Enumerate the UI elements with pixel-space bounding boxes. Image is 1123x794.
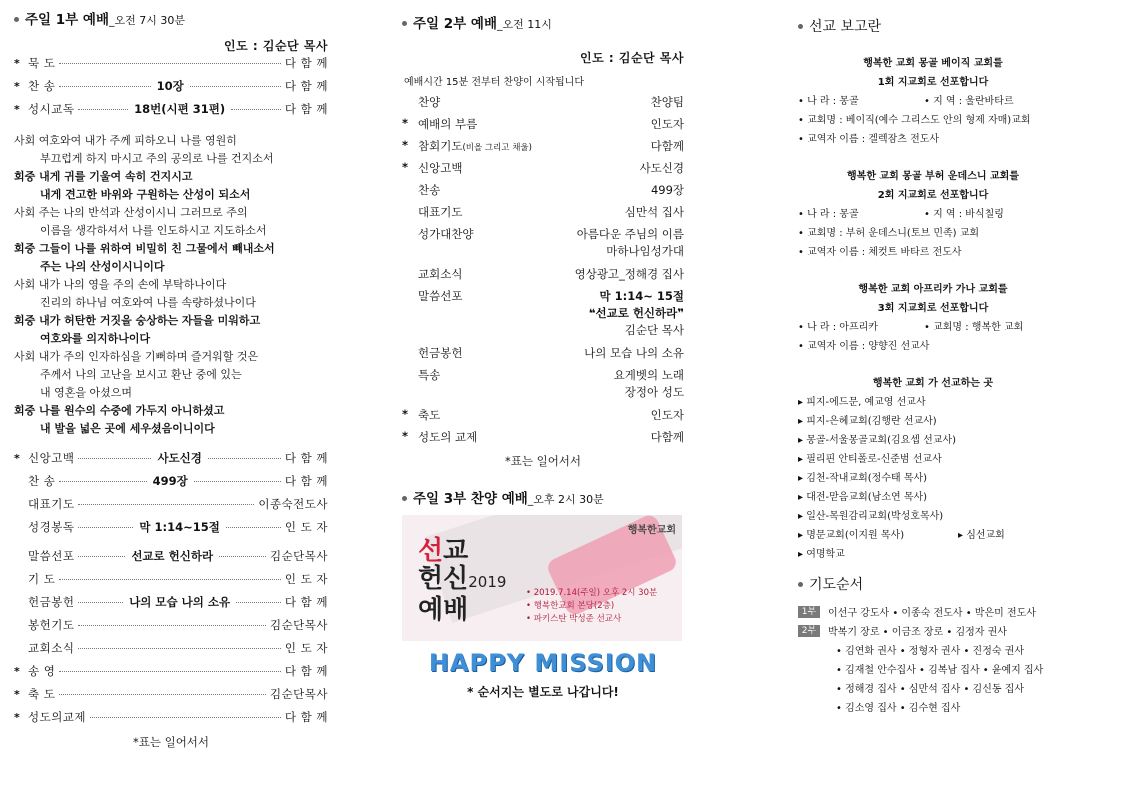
separate-program-note: * 순서지는 별도로 나갑니다! (467, 685, 619, 699)
order-item: 18번(시편 31편) (134, 102, 226, 116)
service-2-title: 주일 2부 예배 (413, 16, 497, 32)
order-row (402, 226, 684, 260)
order-detail (538, 266, 684, 283)
order-detail (538, 288, 684, 339)
order-row (14, 101, 328, 124)
prayer-names: 박복기 장로 • 이금조 장로 • 김정자 권사 (828, 627, 1007, 638)
order-label: 성경봉독 (28, 520, 75, 534)
reading-line: 사회 여호와여 내가 주께 피하오니 나를 영원히 (14, 134, 237, 147)
order-person: 김순단목사 (269, 618, 328, 632)
order-detail-line: 다함께 (650, 430, 684, 444)
mission-list (798, 54, 1068, 564)
order-detail (538, 367, 684, 401)
order-row (14, 594, 328, 617)
stand-mark: * (14, 711, 20, 724)
order-label: 묵 도 (28, 56, 56, 70)
prayer-order-title: 기도순서 (809, 577, 864, 593)
happy-mission-banner: HAPPY MISSION (428, 649, 658, 677)
mission-site-a: ▸ 몽골-서울몽골교회(김요셉 선교사) (798, 435, 957, 446)
mission-site (798, 393, 1068, 412)
service-1-time: _오전 7시 30분 (109, 14, 185, 27)
service-2-leader: 인도 : 김순단 목사 (580, 51, 684, 65)
prayer-names: • 김연화 권사 • 정형자 권사 • 진정숙 권사 (836, 646, 1025, 657)
order-person: 인 도 자 (284, 572, 328, 586)
dot-leader (219, 556, 266, 557)
order-label: 봉헌기도 (28, 618, 75, 632)
mission-site (798, 488, 1068, 507)
order-item: 나의 모습 나의 소유 (129, 595, 231, 609)
order-row (14, 548, 328, 571)
order-label: 찬 송 (28, 79, 56, 93)
order-detail-line: ❝선교로 헌신하라❞ (588, 306, 684, 320)
poster-title: 선교 헌신2019 예배 (418, 536, 507, 625)
mission-sites-heading: 행복한 교회 가 선교하는 곳 (872, 378, 994, 389)
reading-line: 이름을 생각하셔서 나를 인도하시고 지도하소서 (40, 224, 267, 237)
stand-mark: * (402, 116, 409, 130)
service-3-title: 주일 3부 찬양 예배 (413, 491, 528, 507)
dot-leader (231, 109, 281, 110)
service-2-heading (402, 12, 684, 34)
order-row (14, 686, 328, 709)
order-label: 축도 (418, 408, 441, 422)
mission-site-a: ▸ 일산-목원감리교회(박성호목사) (798, 511, 944, 522)
reading-line: 회중 내가 허탄한 거짓을 숭상하는 자들을 미워하고 (14, 314, 261, 327)
service-1-order-bottom (14, 548, 328, 732)
order-person: 다 함 께 (284, 664, 328, 678)
mission-detail-a: • 나 라 : 몽골 (798, 209, 859, 220)
poster-logo: 행복한교회 (627, 525, 676, 536)
order-label: 성가대찬양 (418, 227, 474, 241)
mission-detail (798, 243, 1068, 262)
reading-line: 내 발을 넓은 곳에 세우셨음이니이다 (40, 422, 215, 435)
bullet-icon (798, 24, 803, 29)
service-1-heading (14, 8, 328, 30)
praise-start-note: 예배시간 15분 전부터 찬양이 시작됩니다 (404, 77, 584, 88)
reading-line: 주는 나의 산성이시니이다 (40, 260, 165, 273)
reading-line: 내게 견고한 바위와 구원하는 산성이 되소서 (40, 188, 251, 201)
order-detail-line: 인도자 (650, 408, 684, 422)
order-row (14, 663, 328, 686)
order-detail-line: 김순단 목사 (624, 323, 684, 337)
dot-leader (78, 527, 133, 528)
mission-report-column (798, 16, 1068, 716)
mission-site-a: ▸ 여명학교 (798, 549, 845, 560)
order-label: 헌금봉헌 (28, 595, 75, 609)
dot-leader (190, 86, 281, 87)
prayer-names: 이선구 강도사 • 이종숙 전도사 • 박은미 전도사 (828, 608, 1036, 619)
order-person: 다 함 께 (284, 474, 329, 488)
service-tag: 2부 (798, 625, 820, 637)
reading-line: 사회 내가 나의 영을 주의 손에 부탁하나이다 (14, 278, 227, 291)
order-label: 기 도 (28, 572, 56, 586)
reading-line: 회중 그들이 나를 위하여 비밀히 친 그물에서 빼내소서 (14, 242, 275, 255)
order-item: 10장 (156, 79, 184, 93)
order-row (402, 204, 684, 226)
order-detail (538, 160, 684, 177)
order-person: 이종숙전도사 (258, 497, 328, 511)
order-detail (538, 204, 684, 221)
mission-detail (798, 205, 1068, 224)
prayer-row (798, 640, 1068, 659)
service-1-column (14, 8, 328, 750)
order-person: 다 함 께 (284, 451, 329, 465)
order-row (402, 407, 684, 429)
order-detail (538, 138, 684, 155)
order-detail-line: 막 1:14~ 15절 (599, 289, 684, 303)
order-row (14, 617, 328, 640)
order-row (14, 473, 328, 496)
stand-mark: * (402, 429, 409, 443)
mission-poster-image (402, 515, 682, 641)
order-row (402, 266, 684, 288)
reading-line: 회중 나를 원수의 수중에 가두지 아니하셨고 (14, 404, 225, 417)
order-row (402, 138, 684, 160)
order-detail-line: 찬양팀 (650, 95, 684, 109)
order-detail-line: 심만석 집사 (624, 205, 684, 219)
mission-site (798, 469, 1068, 488)
prayer-row (798, 621, 1068, 640)
mission-site (798, 526, 1068, 545)
mission-site-a: ▸ 피지-에드문, 예교영 선교사 (798, 397, 926, 408)
dot-leader (78, 504, 254, 505)
order-row (402, 94, 684, 116)
order-label: 성도의 교제 (418, 430, 478, 444)
stand-mark: * (402, 160, 409, 174)
order-label: 찬 송 (28, 474, 56, 488)
service-2-order (402, 94, 684, 451)
dot-leader (90, 717, 281, 718)
mission-site-a: ▸ 김천-작내교회(정수태 목사) (798, 473, 928, 484)
mission-detail (798, 111, 1068, 130)
service-1-order-top (14, 55, 328, 124)
order-label: 대표기도 (28, 497, 75, 511)
mission-detail-a: • 교회명 : 부허 운데스니(토브 민족) 교회 (798, 228, 980, 239)
mission-detail-a: • 교회명 : 베이직(예수 그리스도 안의 형제 자매)교회 (798, 115, 1031, 126)
dot-leader (226, 527, 281, 528)
dot-leader (208, 458, 281, 459)
order-label: 말씀선포 (418, 289, 463, 303)
mission-site (798, 545, 1068, 564)
prayer-row (798, 678, 1068, 697)
stand-mark: * (14, 665, 20, 678)
stand-mark: * (14, 80, 20, 93)
mission-site-a: ▸ 필리핀 안티폴로-신준범 선교사 (798, 454, 942, 465)
reading-line: 진리의 하나님 여호와여 나를 속량하셨나이다 (40, 296, 256, 309)
order-row (14, 571, 328, 594)
mission-block (798, 167, 1068, 262)
mission-site-a: ▸ 피지-은혜교회(김행란 선교사) (798, 416, 937, 427)
mission-declaration: 2회 지교회로 선포합니다 (877, 190, 989, 201)
reading-line: 회중 내게 귀를 기울여 속히 건지시고 (14, 170, 193, 183)
order-person: 김순단목사 (269, 549, 329, 563)
order-detail (538, 407, 684, 424)
reading-line: 주께서 나의 고난을 보시고 환난 중에 있는 (40, 368, 242, 381)
mission-site-a: ▸ 대전-맏음교회(남소연 목사) (798, 492, 928, 503)
order-detail-line: 나의 모습 나의 소유 (584, 346, 684, 360)
order-label: 말씀선포 (28, 549, 75, 563)
reading-line: 내 영혼을 아셨으며 (40, 386, 133, 399)
dot-leader (194, 481, 281, 482)
order-label: 신앙고백 (28, 451, 75, 465)
mission-declaration: 3회 지교회로 선포합니다 (877, 303, 989, 314)
mission-site (798, 450, 1068, 469)
order-detail-line: 다함께 (650, 139, 684, 153)
order-item: 선교로 헌신하라 (131, 549, 214, 563)
mission-block (798, 54, 1068, 149)
order-label: 대표기도 (418, 205, 463, 219)
order-label-note: (비올 그리고 채울) (462, 143, 532, 153)
mission-block (798, 280, 1068, 356)
order-detail (538, 429, 684, 446)
prayer-order-heading (798, 574, 1068, 596)
dot-leader (78, 648, 280, 649)
prayer-names: • 김소영 집사 • 김수현 집사 (836, 703, 961, 714)
stand-mark: * (402, 407, 409, 421)
standing-note: *표는 일어서서 (132, 735, 210, 749)
prayer-row (798, 602, 1068, 621)
order-label: 교회소식 (28, 641, 75, 655)
stand-mark: * (14, 452, 20, 465)
order-label: 찬양 (418, 95, 441, 109)
mission-detail (798, 130, 1068, 149)
mission-detail-a: • 나 라 : 몽골 (798, 96, 859, 107)
order-item: 막 1:14~15절 (139, 520, 220, 534)
reading-line: 사회 내가 주의 인자하심을 기뻐하며 즐거워할 것은 (14, 350, 259, 363)
order-row (14, 519, 328, 542)
stand-mark: * (14, 57, 20, 70)
reading-line: 부끄럽게 하지 마시고 주의 공의로 나를 건지소서 (40, 152, 274, 165)
prayer-row (798, 697, 1068, 716)
service-3-time: _오후 2시 30분 (527, 493, 604, 506)
poster-info-line: • 파키스탄 박성준 선교사 (526, 614, 622, 624)
order-person: 다 함 께 (284, 710, 328, 724)
order-detail-line: 영상광고_정해경 집사 (574, 267, 684, 281)
order-detail (538, 94, 684, 111)
prayer-names: • 정해경 집사 • 심만석 집사 • 김신동 집사 (836, 684, 1025, 695)
poster-info-line: • 2019.7.14(주일) 오후 2시 30분 (526, 588, 658, 598)
order-detail (538, 226, 684, 260)
order-label: 송 영 (28, 664, 56, 678)
order-detail-line: 장정아 성도 (624, 385, 684, 399)
prayer-order-list (798, 602, 1068, 716)
service-1-leader: 인도 : 김순단 목사 (224, 39, 328, 53)
order-row (14, 709, 328, 732)
dot-leader (59, 86, 150, 87)
mission-detail (798, 224, 1068, 243)
service-3-heading (402, 487, 684, 509)
mission-site-b: ▸ 심선교회 (958, 530, 1005, 541)
order-row (402, 116, 684, 138)
responsive-reading (14, 132, 328, 438)
order-label: 축 도 (28, 687, 56, 701)
order-person: 인 도 자 (284, 520, 329, 534)
mission-sites-block (798, 374, 1068, 564)
mission-detail-a: • 교역자 이름 : 체컷트 바타르 전도사 (798, 247, 962, 258)
dot-leader (78, 556, 125, 557)
mission-detail-b: • 지 역 : 울란바타르 (924, 96, 1014, 107)
mission-detail-a: • 교역자 이름 : 겔렉잠츠 전도사 (798, 134, 940, 145)
bullet-icon (798, 582, 803, 587)
mission-site (798, 431, 1068, 450)
dot-leader (59, 579, 280, 580)
stand-mark: * (14, 103, 20, 116)
order-person: 다 함 께 (284, 79, 329, 93)
service-2-time: _오전 11시 (497, 18, 552, 31)
order-label: 신앙고백 (418, 161, 463, 175)
reading-line: 사회 주는 나의 반석과 산성이시니 그러므로 주의 (14, 206, 248, 219)
order-label: 찬송 (418, 183, 441, 197)
order-person: 인 도 자 (284, 641, 328, 655)
mission-detail-a: • 나 라 : 아프리카 (798, 322, 878, 333)
service-2-column (402, 12, 684, 700)
dot-leader (78, 602, 123, 603)
mission-heading: 행복한 교회 아프리카 가나 교회를 (858, 284, 1008, 295)
order-item: 499장 (152, 474, 188, 488)
dot-leader (59, 481, 146, 482)
order-detail-line: 인도자 (650, 117, 684, 131)
stand-mark: * (14, 688, 20, 701)
mission-report-title: 선교 보고란 (809, 19, 882, 35)
mission-report-heading (798, 16, 1068, 38)
order-label: 특송 (418, 368, 441, 382)
mission-site (798, 412, 1068, 431)
mission-heading: 행복한 교회 몽골 부허 운데스니 교회를 (847, 171, 1019, 182)
poster-info (526, 587, 657, 626)
standing-note: *표는 일어서서 (504, 454, 582, 468)
order-row (14, 78, 328, 101)
order-detail (538, 182, 684, 199)
order-detail-line: 499장 (650, 183, 684, 197)
order-label: 헌금봉헌 (418, 346, 463, 360)
mission-detail-b: • 교회명 : 행복한 교회 (924, 322, 1024, 333)
bullet-icon (402, 496, 407, 501)
mission-detail (798, 337, 1068, 356)
service-1-title: 주일 1부 예배 (25, 12, 109, 28)
order-detail (538, 345, 684, 362)
order-row (402, 160, 684, 182)
order-label: 성시교독 (28, 102, 75, 116)
order-row (14, 496, 328, 519)
bullet-icon (402, 21, 407, 26)
order-detail (538, 116, 684, 133)
order-person: 다 함 께 (284, 56, 328, 70)
order-label: 예배의 부름 (418, 117, 478, 131)
service-1-order-middle (14, 450, 328, 542)
order-row (402, 288, 684, 339)
dot-leader (236, 602, 281, 603)
poster-info-line: • 행복한교회 본당(2층) (526, 601, 615, 611)
reading-line: 여호와를 의지하나이다 (40, 332, 151, 345)
mission-heading: 행복한 교회 몽골 베이직 교회를 (863, 58, 1003, 69)
dot-leader (78, 458, 151, 459)
order-item: 사도신경 (157, 451, 202, 465)
mission-declaration: 1회 지교회로 선포합니다 (877, 77, 989, 88)
mission-detail (798, 92, 1068, 111)
prayer-names: • 김재철 안수집사 • 김복남 집사 • 윤예지 집사 (836, 665, 1044, 676)
order-label: 성도의교제 (28, 710, 87, 724)
order-detail-line: 요게벳의 노래 (613, 368, 684, 382)
mission-detail-a: • 교역자 이름 : 양향진 선교사 (798, 341, 930, 352)
mission-detail (798, 318, 1068, 337)
dot-leader (59, 63, 280, 64)
dot-leader (59, 671, 280, 672)
order-row (14, 55, 328, 78)
order-detail-line: 사도신경 (639, 161, 684, 175)
order-person: 김순단목사 (269, 687, 328, 701)
order-row (402, 367, 684, 401)
dot-leader (59, 694, 266, 695)
order-detail-line: 아름다운 주님의 이름 (576, 227, 684, 241)
mission-site (798, 507, 1068, 526)
order-row (14, 640, 328, 663)
order-label: 교회소식 (418, 267, 463, 281)
dot-leader (78, 625, 266, 626)
bullet-icon (14, 17, 19, 22)
order-row (402, 429, 684, 451)
mission-site-a: ▸ 명문교회(이지원 목사) (798, 530, 905, 541)
mission-detail-b: • 지 역 : 바식칠링 (924, 209, 1004, 220)
order-row (402, 345, 684, 367)
order-person: 다 함 께 (284, 102, 329, 116)
order-row (402, 182, 684, 204)
dot-leader (78, 109, 128, 110)
order-row (14, 450, 328, 473)
order-person: 다 함 께 (284, 595, 328, 609)
order-detail-line: 마하나임성가대 (606, 244, 684, 258)
service-tag: 1부 (798, 606, 820, 618)
prayer-row (798, 659, 1068, 678)
order-label: 참회기도(비올 그리고 채울) (418, 139, 532, 153)
stand-mark: * (402, 138, 409, 152)
